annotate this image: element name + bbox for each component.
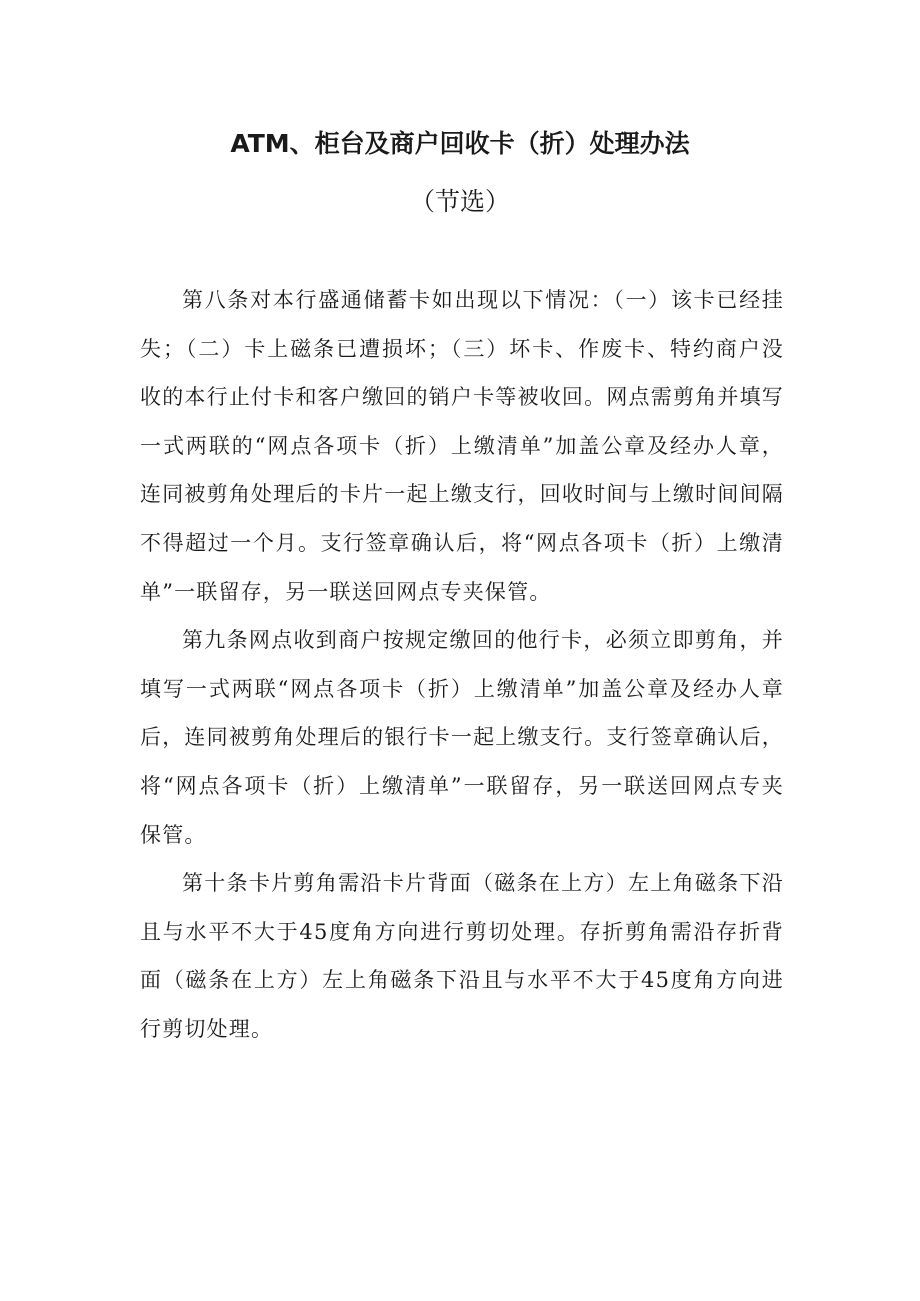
document-subtitle: （节选）	[409, 187, 510, 216]
article-8-paragraph: 第八条对本行盛通储蓄卡如出现以下情况：（一）该卡已经挂失；（二）卡上磁条已遭损坏；（三）坏卡、作废卡、特约商户没收的本行止付卡和客户缴回的销户卡等被收回。网点需剪角并填写一式两联的“网点各项卡（折）上缴清单”加盖公章及经办人章，连同被剪角处理后的卡片一起上缴支行，回收时间与上缴时间间隔不得超过一个月。支行签章确认后，将“网点各项卡（折）上缴清单”一联留存，另一联送回网点专夹保管。	[140, 288, 784, 604]
article-9-paragraph: 第九条网点收到商户按规定缴回的他行卡，必须立即剪角，并填写一式两联“网点各项卡（折）上缴清单”加盖公章及经办人章后，连同被剪角处理后的银行卡一起上缴支行。支行签章确认后，将“网点各项卡（折）上缴清单”一联留存，另一联送回网点专夹保管。	[140, 628, 784, 847]
document-title: ATM、柜台及商户回收卡（折）处理办法	[230, 129, 690, 158]
article-10-paragraph: 第十条卡片剪角需沿卡片背面（磁条在上方）左上角磁条下沿且与水平不大于45度角方向进行剪切处理。存折剪角需沿存折背面（磁条在上方）左上角磁条下沿且与水平不大于45度角方向进行剪切处理。	[140, 871, 784, 1041]
document-body	[140, 276, 784, 1054]
